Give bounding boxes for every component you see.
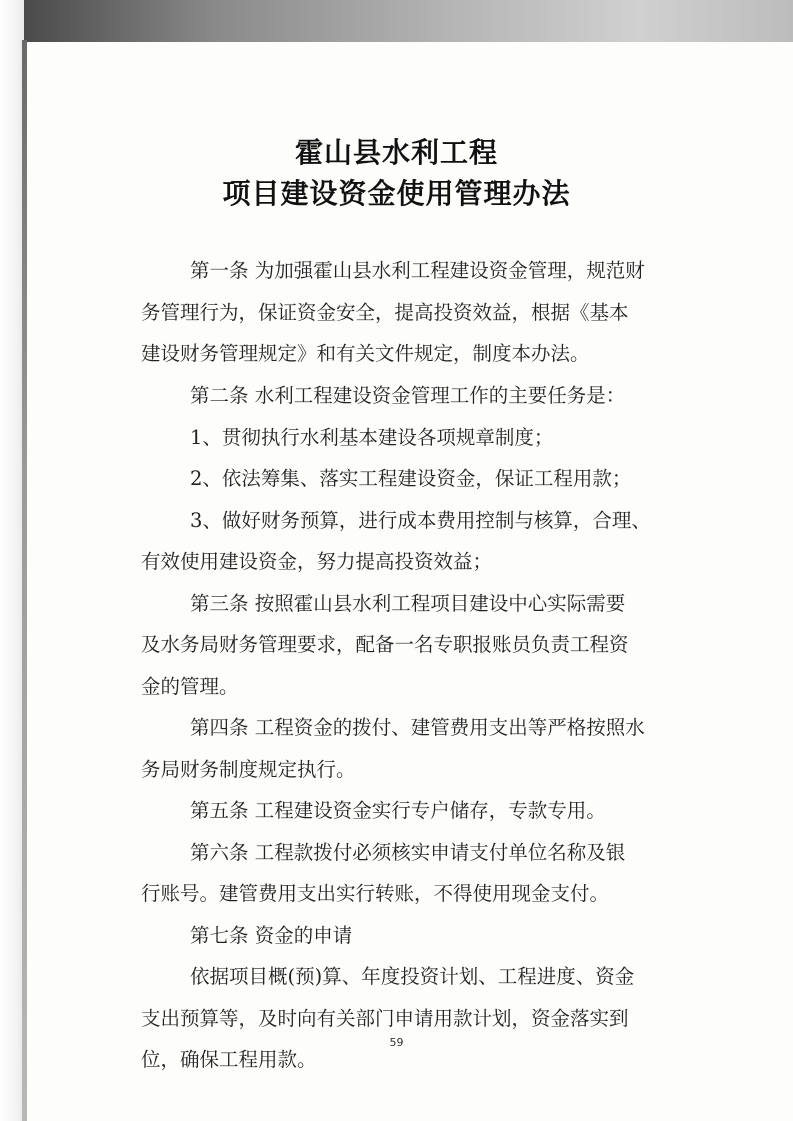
document-title-line-2: 项目建设资金使用管理办法: [222, 177, 571, 210]
article-1-line-2: 务管理行为，保证资金安全，提高投资效益，根据《基本: [141, 301, 629, 324]
article-7-heading: 第七条 资金的申请: [190, 924, 353, 947]
article-5-line-1: 第五条 工程建设资金实行专户储存，专款专用。: [190, 799, 606, 822]
article-2-line-1: 第二条 水利工程建设资金管理工作的主要任务是：: [190, 384, 626, 407]
page-number: 59: [389, 1036, 404, 1049]
article-7-line-2: 支出预算等，及时向有关部门申请用款计划，资金落实到: [141, 1007, 629, 1030]
article-4-line-2: 务局财务制度规定执行。: [141, 758, 356, 781]
article-3-line-2: 及水务局财务管理要求，配备一名专职报账员负责工程资: [141, 633, 629, 656]
article-2-item-3-line-2: 有效使用建设资金，努力提高投资效益；: [141, 550, 493, 573]
document-title-line-1: 霍山县水利工程: [294, 136, 498, 169]
article-6-line-2: 行账号。建管费用支出实行转账，不得使用现金支付。: [141, 882, 610, 905]
article-6-line-1: 第六条 工程款拨付必须核实申请支付单位名称及银: [190, 841, 626, 864]
article-2-item-2: 2、依法筹集、落实工程建设资金，保证工程用款；: [190, 467, 632, 490]
article-2-item-3-line-1: 3、做好财务预算，进行成本费用控制与核算，合理、: [190, 509, 651, 532]
article-4-line-1: 第四条 工程资金的拨付、建管费用支出等严格按照水: [190, 716, 645, 739]
article-3-line-3: 金的管理。: [141, 675, 239, 698]
article-7-line-1: 依据项目概(预)算、年度投资计划、工程进度、资金: [190, 965, 635, 988]
article-3-line-1: 第三条 按照霍山县水利工程项目建设中心实际需要: [190, 592, 626, 615]
article-1-line-3: 建设财务管理规定》和有关文件规定，制度本办法。: [141, 342, 590, 365]
article-2-item-1: 1、贯彻执行水利基本建设各项规章制度；: [190, 426, 554, 449]
article-7-line-3: 位，确保工程用款。: [141, 1048, 317, 1071]
article-1-line-1: 第一条 为加强霍山县水利工程建设资金管理，规范财: [190, 259, 645, 282]
